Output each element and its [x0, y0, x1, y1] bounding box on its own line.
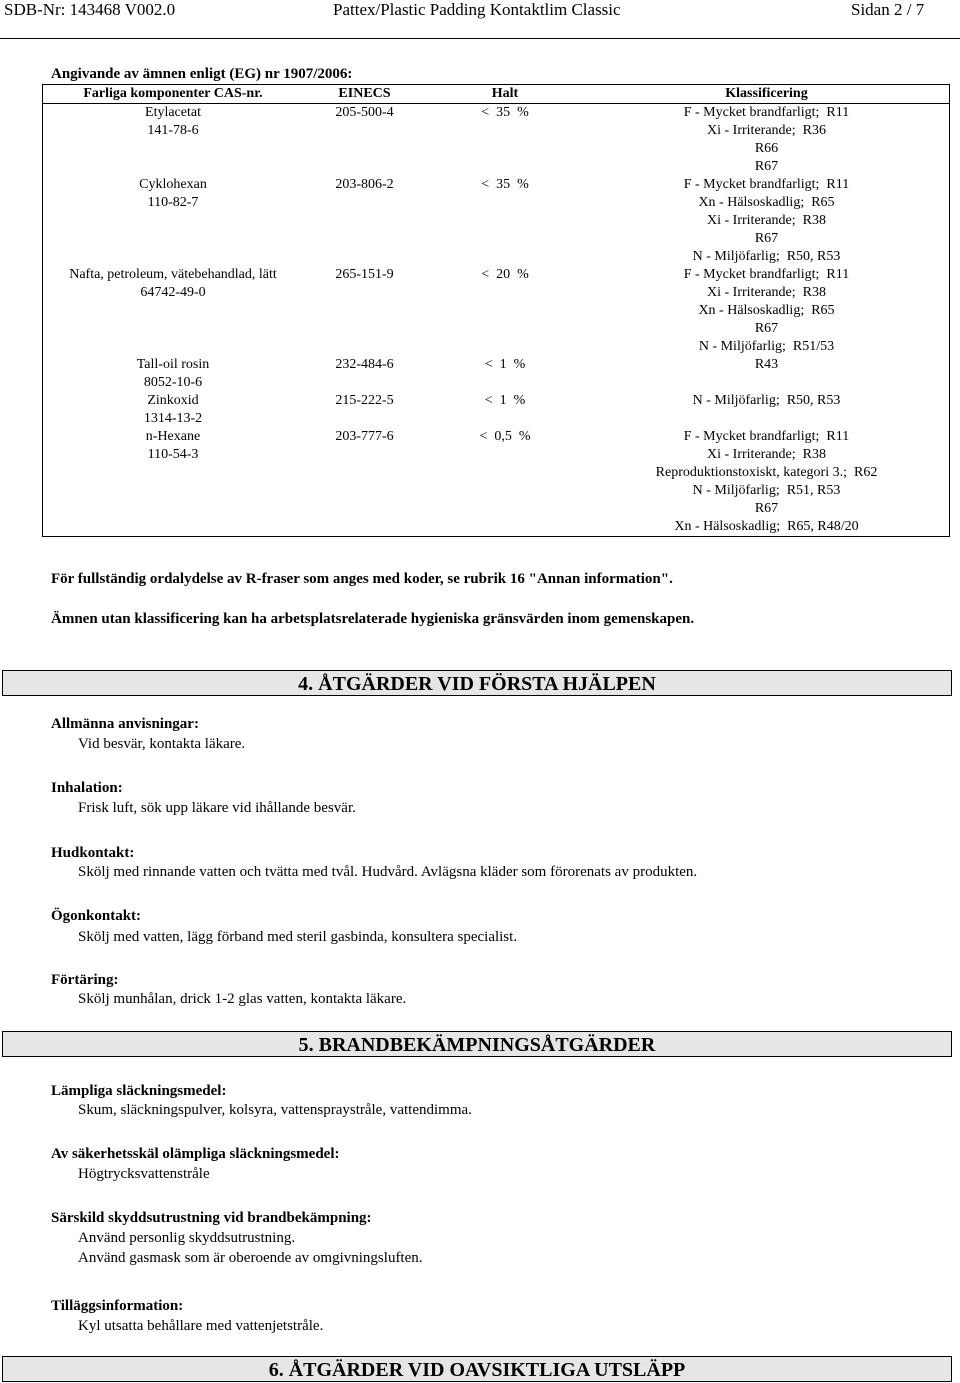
table-header-row	[43, 85, 950, 104]
concentration: < 35 %	[481, 105, 529, 120]
product-name: Pattex/Plastic Padding Kontaktlim Classic	[333, 0, 621, 19]
einecs-number: 232-484-6	[335, 357, 394, 372]
component-name: Nafta, petroleum, vätebehandlad, lätt	[69, 267, 277, 282]
unsuitable-media-label: Av säkerhetsskäl olämpliga släckningsmedel:	[51, 1146, 340, 1162]
classification-line: Xn - Hälsoskadlig; R65, R48/20	[674, 519, 859, 534]
protective-equipment-text-2: Använd gasmask som är oberoende av omgivningsluften.	[78, 1250, 423, 1266]
ingestion-text: Skölj munhålan, drick 1-2 glas vatten, kontakta läkare.	[78, 991, 407, 1007]
col-header-einecs: EINECS	[338, 86, 391, 101]
classification-cell	[584, 428, 950, 537]
col-header-components: Farliga komponenter CAS-nr.	[83, 86, 263, 101]
classification-line: R67	[754, 501, 779, 516]
components-title: Angivande av ämnen enligt (EG) nr 1907/2006:	[51, 66, 353, 82]
einecs-number: 265-151-9	[335, 267, 394, 282]
classification-line: F - Mycket brandfarligt; R11	[683, 177, 850, 192]
component-name: Tall-oil rosin	[136, 357, 210, 372]
component-cell	[43, 392, 304, 428]
skin-contact-text: Skölj med rinnande vatten och tvätta med tvål. Hudvård. Avlägsna kläder som förorenats av produkten.	[78, 864, 698, 880]
concentration: < 1 %	[484, 357, 526, 372]
r-phrase-note: För fullständig ordalydelse av R-fraser som anges med koder, se rubrik 16 "Annan information".	[51, 571, 673, 587]
inhalation-label: Inhalation:	[51, 780, 123, 796]
classification-line: Reproduktionstoxiskt, kategori 3.; R62	[655, 465, 878, 480]
general-advice-text: Vid besvär, kontakta läkare.	[78, 736, 246, 752]
table-row	[43, 266, 950, 356]
section-6-heading: 6. ÅTGÄRDER VID OAVSIKTLIGA UTSLÄPP	[2, 1356, 952, 1382]
extinguishing-media-label: Lämpliga släckningsmedel:	[51, 1083, 227, 1099]
table-row	[43, 392, 950, 428]
concentration: < 20 %	[481, 267, 529, 282]
classification-cell	[584, 176, 950, 266]
classification-line: N - Miljöfarlig; R50, R53	[692, 393, 841, 408]
col-header-halt: Halt	[491, 86, 519, 101]
classification-line: Xi - Irriterande; R36	[707, 123, 826, 138]
einecs-number: 203-777-6	[335, 429, 394, 444]
inhalation-text: Frisk luft, sök upp läkare vid ihållande besvär.	[78, 800, 356, 816]
table-row	[43, 428, 950, 537]
component-cell	[43, 266, 304, 356]
page-number: Sidan 2 / 7	[851, 0, 925, 19]
component-cell	[43, 104, 304, 177]
classification-cell	[584, 266, 950, 356]
classification-line: R67	[754, 159, 779, 174]
ingestion-label: Förtäring:	[51, 972, 119, 988]
classification-line: Xn - Hälsoskadlig; R65	[698, 303, 835, 318]
eye-contact-label: Ögonkontakt:	[51, 908, 142, 924]
unsuitable-media-text: Högtrycksvattenstråle	[78, 1166, 210, 1182]
table-row	[43, 104, 950, 177]
col-header-klassificering: Klassificering	[725, 86, 808, 101]
additional-info-text: Kyl utsatta behållare med vattenjetstråle.	[78, 1318, 324, 1334]
concentration: < 1 %	[484, 393, 526, 408]
classification-cell	[584, 104, 950, 177]
component-name: n-Hexane	[145, 429, 201, 444]
classification-line: Xi - Irriterande; R38	[707, 213, 826, 228]
protective-equipment-label: Särskild skyddsutrustning vid brandbekämpning:	[51, 1210, 372, 1226]
page-header	[0, 0, 960, 26]
section-4-heading: 4. ÅTGÄRDER VID FÖRSTA HJÄLPEN	[2, 670, 952, 696]
extinguishing-media-text: Skum, släckningspulver, kolsyra, vattenspraystråle, vattendimma.	[78, 1102, 472, 1118]
table-row	[43, 176, 950, 266]
section-5-heading: 5. BRANDBEKÄMPNINGSÅTGÄRDER	[2, 1031, 952, 1057]
skin-contact-label: Hudkontakt:	[51, 845, 135, 861]
cas-number: 110-82-7	[147, 195, 199, 210]
component-name: Zinkoxid	[147, 393, 199, 408]
classification-line: Xi - Irriterande; R38	[707, 447, 826, 462]
component-cell	[43, 356, 304, 392]
classification-line: Xn - Hälsoskadlig; R65	[698, 195, 835, 210]
einecs-number: 215-222-5	[335, 393, 394, 408]
classification-line: R43	[754, 357, 779, 372]
classification-cell	[584, 356, 950, 392]
exposure-note: Ämnen utan klassificering kan ha arbetsplatsrelaterade hygieniska gränsvärden inom gemenskapen.	[51, 611, 695, 627]
concentration: < 35 %	[481, 177, 529, 192]
classification-line: R67	[754, 321, 779, 336]
einecs-number: 203-806-2	[335, 177, 394, 192]
additional-info-label: Tilläggsinformation:	[51, 1298, 184, 1314]
classification-line: R66	[754, 141, 779, 156]
document-number: SDB-Nr: 143468 V002.0	[4, 0, 176, 19]
classification-line: F - Mycket brandfarligt; R11	[683, 429, 850, 444]
component-name: Etylacetat	[145, 105, 201, 120]
einecs-number: 205-500-4	[335, 105, 394, 120]
classification-cell	[584, 392, 950, 428]
classification-line: F - Mycket brandfarligt; R11	[683, 105, 850, 120]
concentration: < 0,5 %	[479, 429, 531, 444]
components-table	[42, 84, 950, 537]
cas-number: 8052-10-6	[143, 375, 203, 390]
component-cell	[43, 428, 304, 537]
cas-number: 64742-49-0	[140, 285, 206, 300]
cas-number: 141-78-6	[147, 123, 199, 138]
general-advice-label: Allmänna anvisningar:	[51, 716, 199, 732]
cas-number: 1314-13-2	[143, 411, 203, 426]
eye-contact-text: Skölj med vatten, lägg förband med steril gasbinda, konsultera specialist.	[78, 929, 518, 945]
classification-line: N - Miljöfarlig; R51, R53	[692, 483, 841, 498]
header-divider	[0, 38, 960, 39]
component-name: Cyklohexan	[139, 177, 207, 192]
cas-number: 110-54-3	[147, 447, 199, 462]
table-row	[43, 356, 950, 392]
classification-line: F - Mycket brandfarligt; R11	[683, 267, 850, 282]
classification-line: R67	[754, 231, 779, 246]
classification-line: N - Miljöfarlig; R50, R53	[692, 249, 841, 264]
classification-line: N - Miljöfarlig; R51/53	[698, 339, 835, 354]
component-cell	[43, 176, 304, 266]
classification-line: Xi - Irriterande; R38	[707, 285, 826, 300]
protective-equipment-text-1: Använd personlig skyddsutrustning.	[78, 1230, 296, 1246]
